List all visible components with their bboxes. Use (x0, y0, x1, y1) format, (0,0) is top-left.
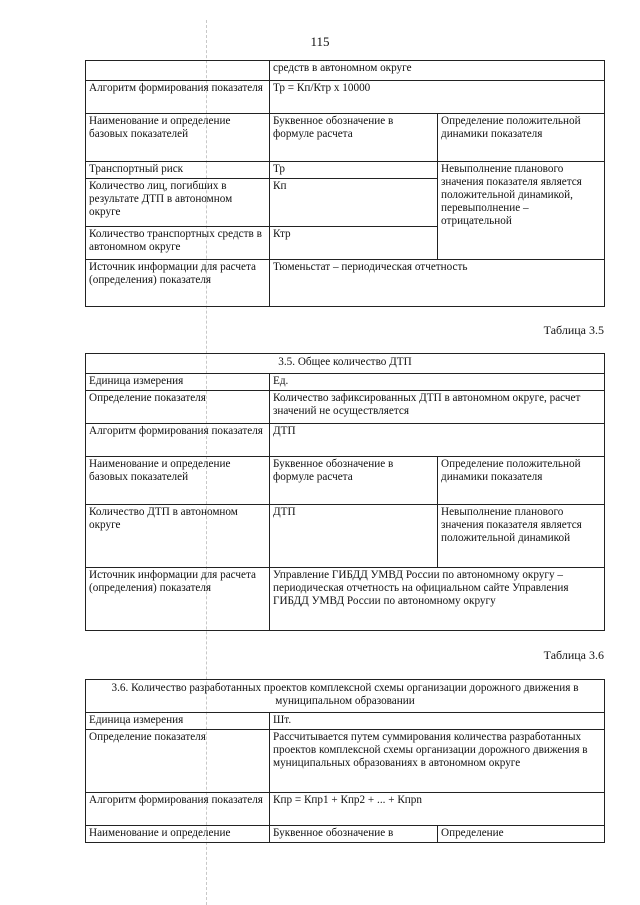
cell-label: Наименование и определение базовых показателей (86, 114, 270, 162)
cell-value: Кпр = Кпр1 + Кпр2 + ... + Кпрn (270, 793, 605, 826)
table-title-row (86, 680, 605, 713)
cell-label: Определение показателя (86, 730, 270, 793)
cell-value: средств в автономном округе (270, 61, 605, 81)
cell-dynamics: Невыполнение планового значения показателя является положительной динамикой, перевыполнение – отрицательной (438, 162, 605, 260)
table-row (86, 457, 605, 505)
table-title: 3.6. Количество разработанных проектов комплексной схемы организации дорожного движения в муниципальном образовании (86, 680, 605, 713)
cell-label: Наименование и определение (86, 826, 270, 843)
table-row (86, 505, 605, 568)
cell-value: Тюменьстат – периодическая отчетность (270, 260, 605, 307)
cell-label (86, 61, 270, 81)
cell-header: Буквенное обозначение в (270, 826, 438, 843)
cell-dynamics: Невыполнение планового значения показателя является положительной динамикой (438, 505, 605, 568)
cell-label: Алгоритм формирования показателя (86, 81, 270, 114)
cell-label: Количество лиц, погибших в результате ДТП в автономном округе (86, 179, 270, 227)
cell-header: Определение положительной динамики показателя (438, 457, 605, 505)
cell-code: Тр (270, 162, 438, 179)
cell-value: Тр = Кп/Ктр х 10000 (270, 81, 605, 114)
cell-header: Определение (438, 826, 605, 843)
cell-value: Ед. (270, 374, 605, 391)
table-row (86, 793, 605, 826)
page-number: 115 (310, 34, 330, 49)
table-row (86, 374, 605, 391)
table-row (86, 162, 605, 179)
cell-label: Источник информации для расчета (определения) показателя (86, 568, 270, 631)
table-row (86, 568, 605, 631)
cell-label: Наименование и определение базовых показателей (86, 457, 270, 505)
table-label-3-6: Таблица 3.6 (543, 648, 604, 662)
table-continued (85, 60, 605, 307)
table-title-row (86, 354, 605, 374)
cell-label: Единица измерения (86, 374, 270, 391)
cell-code: ДТП (270, 505, 438, 568)
table-row (86, 81, 605, 114)
cell-code: Кп (270, 179, 438, 227)
cell-label: Алгоритм формирования показателя (86, 424, 270, 457)
cell-header: Определение положительной динамики показателя (438, 114, 605, 162)
cell-value: Количество зафиксированных ДТП в автономном округе, расчет значений не осуществляется (270, 391, 605, 424)
cell-label: Транспортный риск (86, 162, 270, 179)
cell-value: Рассчитывается путем суммирования количества разработанных проектов комплексной схемы организации дорожного движения в муниципальных образованиях в автономном округе (270, 730, 605, 793)
table-row (86, 391, 605, 424)
table-row (86, 826, 605, 843)
table-row (86, 114, 605, 162)
cell-label: Единица измерения (86, 713, 270, 730)
table-3-6 (85, 679, 605, 843)
cell-label: Источник информации для расчета (определения) показателя (86, 260, 270, 307)
table-row (86, 260, 605, 307)
table-label-3-5: Таблица 3.5 (543, 323, 604, 337)
cell-value: Шт. (270, 713, 605, 730)
cell-label: Алгоритм формирования показателя (86, 793, 270, 826)
table-3-5 (85, 353, 605, 631)
table-row (86, 730, 605, 793)
table-title: 3.5. Общее количество ДТП (86, 354, 605, 374)
cell-label: Количество транспортных средств в автономном округе (86, 227, 270, 260)
table-row (86, 713, 605, 730)
cell-value: ДТП (270, 424, 605, 457)
cell-header: Буквенное обозначение в формуле расчета (270, 114, 438, 162)
cell-header: Буквенное обозначение в формуле расчета (270, 457, 438, 505)
cell-value: Управление ГИБДД УМВД России по автономному округу – периодическая отчетность на официальном сайте Управления ГИБДД УМВД России по автономному округу (270, 568, 605, 631)
table-row (86, 424, 605, 457)
cell-label: Определение показателя (86, 391, 270, 424)
cell-label: Количество ДТП в автономном округе (86, 505, 270, 568)
table-row (86, 61, 605, 81)
cell-code: Ктр (270, 227, 438, 260)
